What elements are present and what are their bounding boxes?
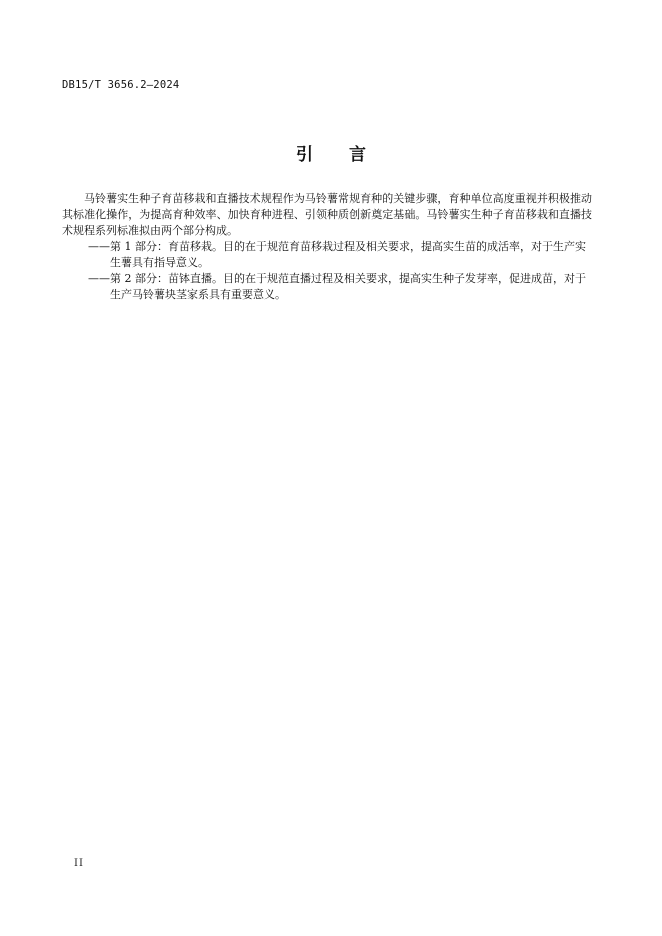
section-title xyxy=(0,140,662,165)
introduction-paragraph: 马铃薯实生种子育苗移栽和直播技术规程作为马铃薯常规育种的关键步骤，育种单位高度重视并积极推动其标准化操作，为提高育种效率、加快育种进程、引领种质创新奠定基础。马铃薯实生种子育苗移栽和直播技术规程系列标准拟由两个部分构成。 xyxy=(62,192,592,237)
part-list-item-1: ——第 1 部分：育苗移栽。目的在于规范育苗移栽过程及相关要求，提高实生苗的成活率，对于生产实生薯具有指导意义。 xyxy=(88,240,586,269)
section-title-char-1: 引 xyxy=(296,145,313,165)
introduction-body xyxy=(62,191,592,303)
part-list-item-2: ——第 2 部分：苗钵直播。目的在于规范直播过程及相关要求，提高实生种子发芽率，促进成苗，对于生产马铃薯块茎家系具有重要意义。 xyxy=(88,272,586,301)
page-number: II xyxy=(74,858,84,869)
section-title-char-2: 言 xyxy=(349,145,366,165)
document-code: DB15/T 3656.2—2024 xyxy=(62,79,180,91)
